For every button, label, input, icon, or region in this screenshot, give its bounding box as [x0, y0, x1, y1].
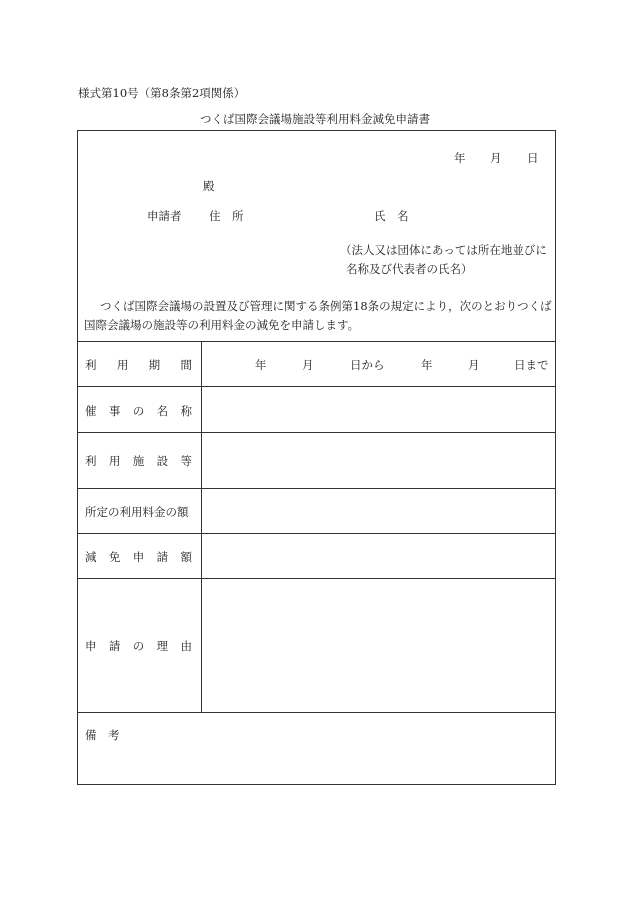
document-title: つくば国際会議場施設等利用料金減免申請書: [200, 112, 430, 126]
label-usage-period: 利 用 期 間: [85, 358, 192, 372]
period-day-from: 日から: [350, 358, 385, 372]
period-year-until: 年: [421, 358, 433, 372]
event-name-field[interactable]: [202, 387, 556, 431]
form-number: 様式第10号（第8条第2項関係）: [78, 86, 246, 100]
reason-field[interactable]: [202, 579, 556, 711]
date-day-label: 日: [527, 151, 539, 165]
label-event-name: 催 事 の 名 称: [85, 404, 192, 418]
period-year-from: 年: [255, 358, 267, 372]
corporate-note-line2: 名称及び代表者の氏名）: [346, 262, 473, 276]
date-month-label: 月: [490, 151, 502, 165]
application-statement: つくば国際会議場の設置及び管理に関する条例第18条の規定により，次のとおりつくば国際会議場の施設等の利用料金の減免を申請します。: [84, 299, 552, 332]
remarks-field[interactable]: [138, 713, 556, 784]
label-remarks: 備 考: [85, 728, 120, 742]
date-year-label: 年: [454, 151, 466, 165]
facilities-field[interactable]: [202, 433, 556, 487]
application-form: [77, 130, 556, 785]
standard-fee-field[interactable]: [202, 489, 556, 532]
address-label: 住 所: [209, 209, 244, 223]
reduction-amount-field[interactable]: [202, 534, 556, 577]
label-reason: 申 請 の 理 由: [85, 639, 192, 653]
corporate-note: [340, 241, 547, 279]
corporate-note-line1: （法人又は団体にあっては所在地並びに: [340, 243, 547, 257]
addressee-suffix: 殿: [203, 179, 215, 193]
name-label: 氏 名: [374, 209, 409, 223]
applicant-label: 申請者: [147, 209, 182, 223]
label-reduction-amount: 減 免 申 請 額: [85, 550, 192, 564]
label-facilities: 利 用 施 設 等: [85, 454, 192, 468]
period-day-until: 日まで: [514, 358, 549, 372]
label-standard-fee: 所定の利用料金の額: [85, 505, 189, 519]
period-month-until: 月: [468, 358, 480, 372]
period-month-from: 月: [302, 358, 314, 372]
